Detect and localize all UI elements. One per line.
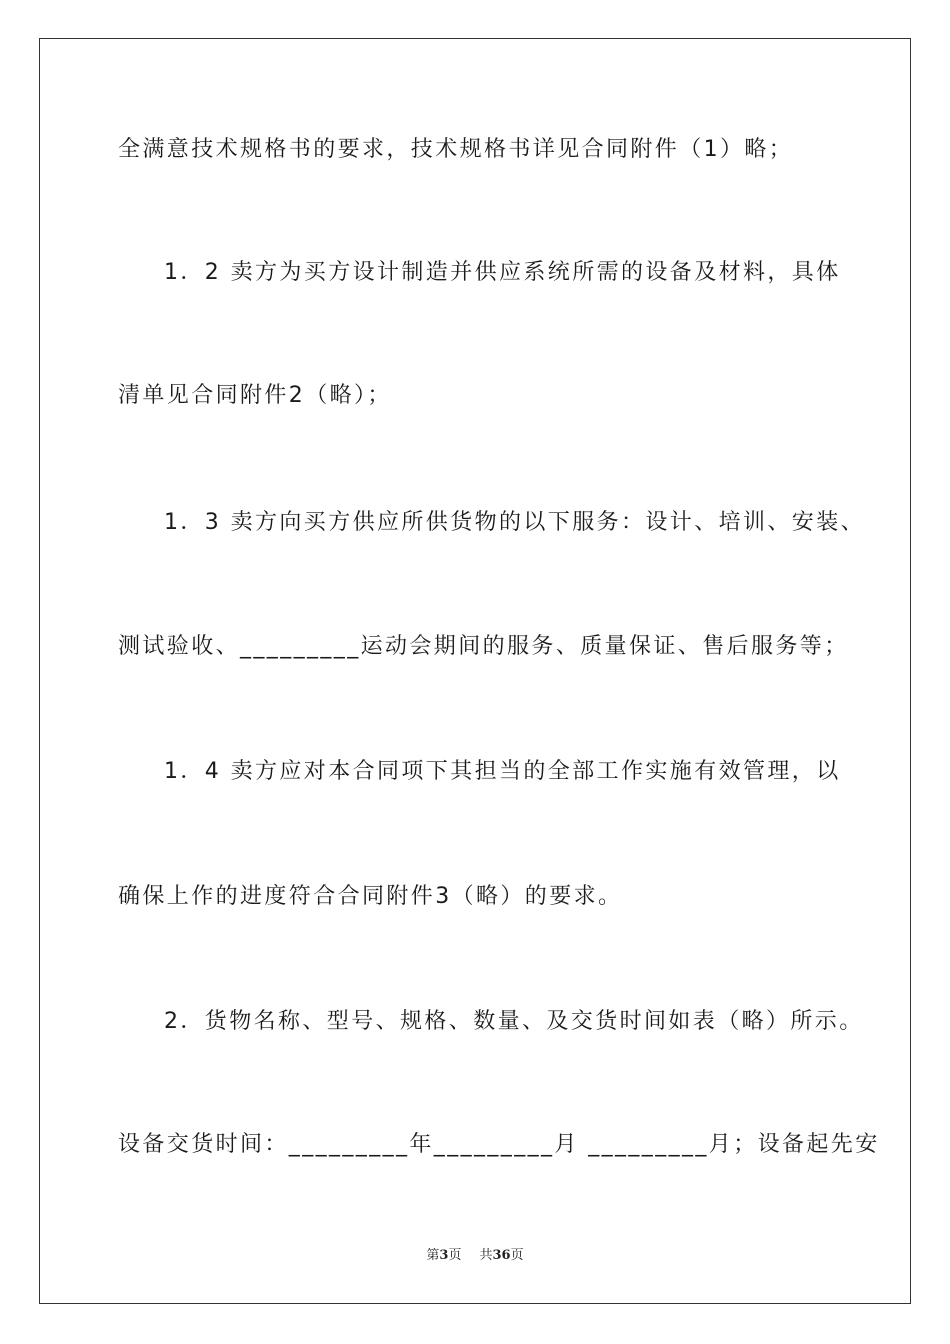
page-suffix: 页 [448,1248,462,1263]
total-pages: 36 [492,1248,511,1263]
text-line-5: 测试验收、_________运动会期间的服务、质量保证、售后服务等； [118,634,849,659]
text-line-clause-1-4: 1．4 卖方应对本合同项下其担当的全部工作实施有效管理，以 [164,759,841,784]
page-prefix: 第 [426,1248,440,1263]
page-border [39,38,911,1304]
total-suffix: 页 [510,1248,524,1263]
page-footer [0,1247,950,1265]
text-line-clause-1-3: 1．3 卖方向买方供应所供货物的以下服务：设计、培训、安装、 [164,510,865,535]
text-line-clause-2: 2．货物名称、型号、规格、数量、及交货时间如表（略）所示。 [164,1009,864,1034]
text-line-9: 设备交货时间：_________年_________月 _________月；设备起先安 [118,1132,880,1157]
text-line-clause-1-2: 1．2 卖方为买方设计制造并供应系统所需的设备及材料，具体 [164,260,841,285]
text-line-3: 清单见合同附件2（略）； [118,383,392,408]
total-prefix: 共 [479,1248,493,1263]
text-line-7: 确保上作的进度符合合同附件3（略）的要求。 [118,884,623,909]
page-number: 3 [439,1248,449,1263]
text-line-1: 全满意技术规格书的要求，技术规格书详见合同附件（1）略； [118,137,794,162]
